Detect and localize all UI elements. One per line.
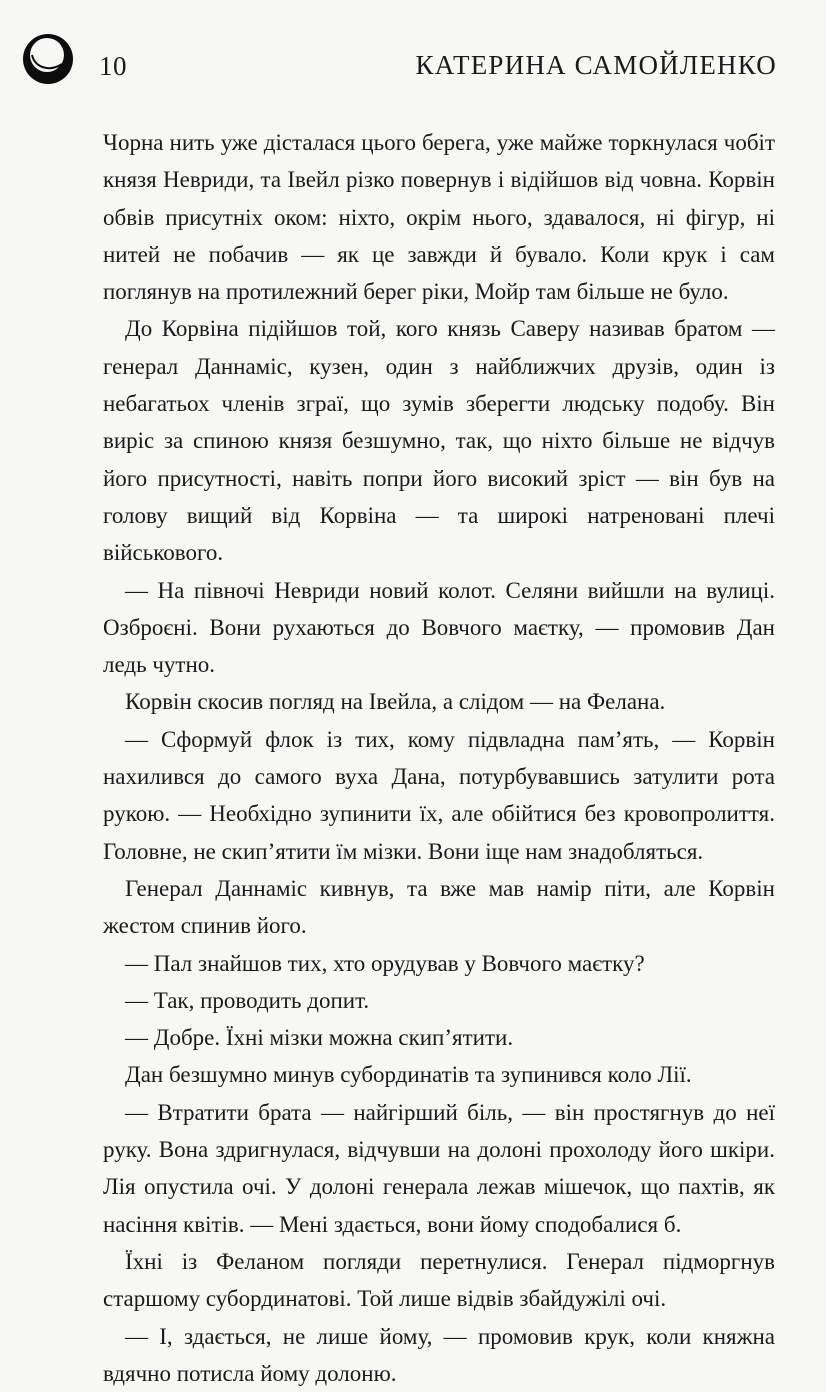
paragraph: — Сформуй флок із тих, кому підвладна пам’ять, — Корвін нахилився до самого вуха Дана, потурбувавшись затулити рота рукою. — Необхідно зупинити їх, але обійтися без кровопролиття. Головне, не скип’ятити їм мізки. Вони іще нам знадобляться.	[103, 721, 775, 870]
paragraph: — На півночі Невриди новий колот. Селяни вийшли на вулиці. Озброєні. Вони рухаються до Вовчого маєтку, — промовив Дан ледь чутно.	[103, 572, 775, 684]
dialogue-line: — Добре. Їхні мізки можна скип’ятити.	[103, 1019, 775, 1056]
paragraph: Їхні із Феланом погляди перетнулися. Генерал підморгнув старшому субординатові. Той лише відвів збайдужілі очі.	[103, 1243, 775, 1318]
paragraph: Дан безшумно минув субординатів та зупинився коло Лії.	[103, 1056, 775, 1093]
body-text	[103, 124, 775, 1392]
moon-icon	[20, 28, 76, 88]
paragraph: — Втратити брата — найгірший біль, — він простягнув до неї руку. Вона здригнулася, відчувши на долоні прохолоду його шкіри. Лія опустила очі. У долоні генерала лежав мішечок, що пахтів, як насіння квітів. — Мені здається, вони йому сподобалися б.	[103, 1094, 775, 1243]
paragraph: — І, здається, не лише йому, — промовив крук, коли княжна вдячно потисла йому долоню.	[103, 1318, 775, 1392]
page-number: 10	[99, 51, 127, 82]
running-head-author: КАТЕРИНА САМОЙЛЕНКО	[416, 50, 778, 81]
paragraph: Генерал Даннаміс кивнув, та вже мав намір піти, але Корвін жестом спинив його.	[103, 870, 775, 945]
paragraph: Чорна нить уже дісталася цього берега, уже майже торкнулася чобіт князя Невриди, та Івейл різко повернув і відійшов від човна. Корвін обвів присутніх оком: ніхто, окрім нього, здавалося, ні фігур, ні нитей не побачив — як це завжди й бувало. Коли крук і сам поглянув на протилежний берег ріки, Мойр там більше не було.	[103, 124, 775, 310]
dialogue-line: — Пал знайшов тих, хто орудував у Вовчого маєтку?	[103, 945, 775, 982]
paragraph: Корвін скосив погляд на Івейла, а слідом — на Фелана.	[103, 683, 775, 720]
paragraph: До Корвіна підійшов той, кого князь Саверу називав братом — генерал Даннаміс, кузен, один з найближчих друзів, один із небагатьох членів зграї, що зумів зберегти людську подобу. Він виріс за спиною князя безшумно, так, що ніхто більше не відчув його присутності, навіть попри його високий зріст — він був на голову вищий від Корвіна — та широкі натреновані плечі військового.	[103, 310, 775, 571]
dialogue-line: — Так, проводить допит.	[103, 982, 775, 1019]
